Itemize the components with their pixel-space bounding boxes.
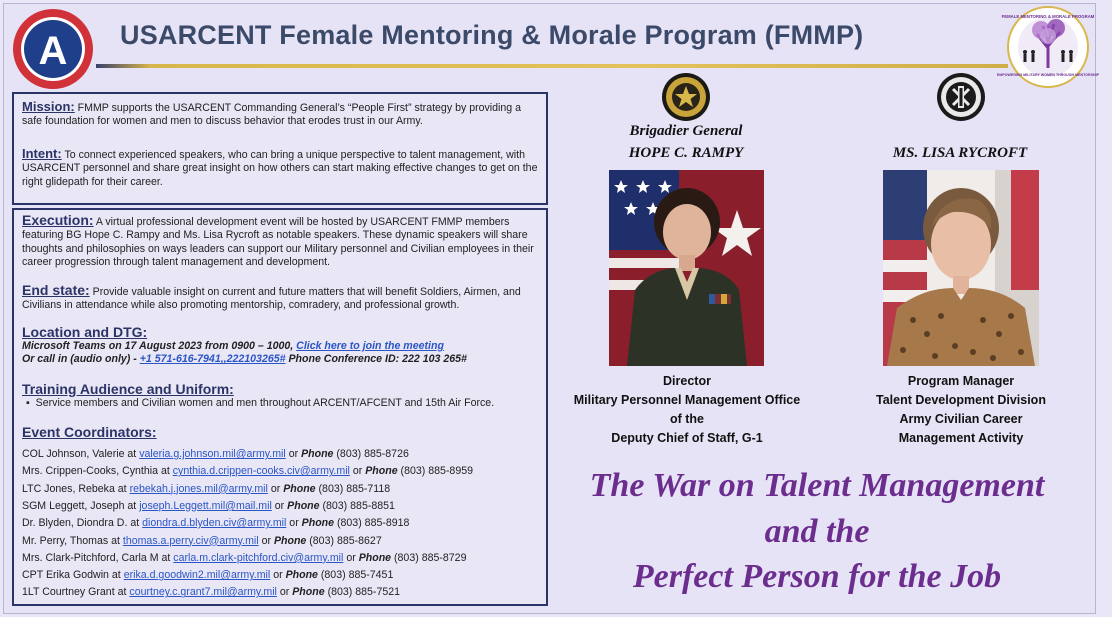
coordinator-email-link[interactable]: rebekah.j.jones.mil@army.mil: [129, 482, 268, 495]
coordinators-label: Event Coordinators:: [22, 424, 157, 440]
phone-label: Phone: [285, 569, 318, 582]
coordinator-row: [22, 586, 542, 599]
or-text: or: [349, 465, 366, 478]
intent-label: Intent:: [22, 146, 62, 161]
phone-label: Phone: [273, 534, 307, 547]
speaker1-title-line4: Deputy Chief of Staff, G-1: [611, 431, 763, 445]
coordinator-phone: (803) 885-8627: [309, 534, 382, 547]
conference-id-text: Phone Conference ID: 222 103 265#: [285, 353, 467, 366]
details-box: [12, 208, 548, 606]
at-text: at: [158, 551, 174, 564]
speaker1-title-line1: Director: [663, 374, 711, 388]
coordinator-phone: (803) 885-8959: [400, 465, 473, 478]
or-text: or: [285, 448, 302, 460]
execution-text: A virtual professional development event will be hosted by USARCENT FMMP members featuring BG Hope C. Rampy and Ms. Lisa Rycroft as notable speakers. These dynamic speakers will share thoughts and philosophies on ways leaders can support our Military personnel and Civilian employees in their career progression through talent management and development.: [22, 216, 534, 269]
location-line2: [22, 353, 542, 366]
coordinator-row: [22, 535, 542, 548]
coordinator-name: LTC Jones, Rebeka: [22, 482, 115, 495]
coordinator-name: Mrs. Crippen-Cooks, Cynthia: [22, 465, 158, 478]
execution-label: Execution:: [22, 212, 94, 228]
coordinator-email-link[interactable]: carla.m.clark-pitchford.civ@army.mil: [173, 551, 344, 564]
logo-letter: A: [38, 29, 68, 73]
at-text: at: [114, 586, 130, 599]
coordinator-email-link[interactable]: valeria.g.johnson.mil@army.mil: [139, 448, 286, 460]
fmmp-logo: [996, 6, 1100, 88]
audience-item: [22, 397, 542, 410]
speaker2-photo: [883, 170, 1039, 366]
phone-label: Phone: [358, 551, 392, 564]
phone-label: Phone: [365, 465, 398, 478]
end-state-text: Provide valuable insight on current and future matters that will benefit Soldiers, Airmen, and Civilians in attendance while also promoting mentorship, comradery, and professional growth.: [22, 286, 521, 312]
or-text: or: [276, 586, 293, 599]
coordinator-row: [22, 569, 542, 582]
coordinator-name: COL Johnson, Valerie: [22, 448, 125, 460]
or-text: or: [270, 569, 286, 582]
coordinator-phone: (803) 885-8918: [337, 517, 410, 530]
mission-intent-box: [12, 92, 548, 205]
coordinator-name: SGM Leggett, Joseph: [22, 499, 125, 512]
tagline-line3: Perfect Person for the Job: [632, 558, 1002, 595]
coordinator-email-link[interactable]: thomas.a.perry.civ@army.mil: [122, 534, 259, 547]
phone-label: Phone: [301, 517, 335, 530]
at-text: at: [124, 448, 140, 460]
coordinator-row: [22, 465, 542, 478]
coordinator-phone: (803) 885-8851: [322, 499, 395, 512]
at-text: at: [127, 517, 143, 530]
mission-label: Mission:: [22, 99, 75, 114]
coordinator-email-link[interactable]: courtney.c.grant7.mil@army.mil: [129, 586, 277, 599]
page-title: USARCENT Female Mentoring & Morale Program (FMMP): [120, 20, 864, 50]
location-line1-text: Microsoft Teams on 17 August 2023 from 0900 – 1000,: [22, 340, 297, 352]
coordinator-email-link[interactable]: joseph.Leggett.mil@mail.mil: [139, 499, 272, 512]
coordinator-row: [22, 517, 542, 530]
location-section: [22, 324, 542, 367]
civilian-corps-seal-icon: [936, 72, 986, 122]
speaker2-title-line2: Talent Development Division: [876, 393, 1046, 407]
or-text: or: [258, 534, 274, 547]
end-state-label: End state:: [22, 282, 90, 298]
audience-section: [22, 381, 542, 410]
speaker2-title-line4: Management Activity: [898, 431, 1024, 445]
coordinator-email-link[interactable]: cynthia.d.crippen-cooks.civ@army.mil: [172, 465, 350, 478]
at-text: at: [158, 465, 173, 478]
execution-section: [22, 214, 542, 270]
location-label: Location and DTG:: [22, 324, 148, 340]
tagline-line1: The War on Talent Management: [589, 467, 1045, 504]
speaker1-caption: [536, 372, 838, 448]
bullet-icon: ▪: [26, 397, 30, 409]
coordinator-phone: (803) 885-7118: [318, 482, 391, 495]
tagline-line2: and the: [764, 513, 870, 550]
intent-text: To connect experienced speakers, who can bring a unique perspective to talent management, with USARCENT personnel and share great insight on how others can start making effective changes to get on the right glidepath for their career.: [22, 149, 538, 188]
third-army-logo: [12, 8, 94, 90]
coordinator-phone: (803) 885-7451: [320, 569, 394, 582]
coordinator-row: [22, 500, 542, 513]
dial-in-link[interactable]: +1 571-616-7941,,222103265#: [139, 353, 286, 366]
speaker2-title-line3: Army Civilian Career: [899, 412, 1023, 426]
at-text: at: [114, 482, 130, 495]
phone-label: Phone: [301, 448, 334, 460]
army-star-seal-icon: [661, 72, 711, 122]
speaker1-title-line3: of the: [669, 412, 705, 426]
at-text: at: [108, 534, 123, 547]
phone-label: Phone: [287, 499, 320, 512]
logo-bottom-text: EMPOWERING MILITARY WOMEN THROUGH MENTORSHIP: [996, 73, 1100, 77]
speaker1-name: HOPE C. RAMPY: [628, 145, 744, 161]
or-text: or: [343, 551, 359, 564]
mission-text: FMMP supports the USARCENT Commanding General’s “People First” strategy by providing a safe foundation for women and men to discuss behavior that erodes trust in our Army.: [22, 102, 522, 128]
coordinator-email-link[interactable]: erika.d.goodwin2.mil@army.mil: [123, 569, 271, 582]
join-meeting-link[interactable]: Click here to join the meeting: [296, 340, 444, 352]
coordinator-name: Mr. Perry, Thomas: [22, 534, 109, 547]
speaker2-caption: [810, 372, 1112, 448]
end-state-section: [22, 284, 542, 313]
coordinator-name: CPT Erika Godwin: [22, 569, 109, 582]
phone-label: Phone: [283, 482, 316, 495]
coordinator-row: [22, 483, 542, 496]
location-line2-text: Or call in (audio only) -: [22, 353, 140, 366]
logo-top-text: FEMALE MENTORING & MORALE PROGRAM: [1001, 14, 1095, 19]
speaker1-photo: [609, 170, 764, 366]
coordinator-phone: (803) 885-7521: [327, 586, 401, 599]
or-text: or: [271, 499, 288, 512]
mission-section: [22, 100, 542, 129]
at-text: at: [124, 499, 140, 512]
or-text: or: [286, 517, 302, 530]
coordinator-name: 1LT Courtney Grant: [22, 586, 115, 599]
phone-label: Phone: [292, 586, 325, 599]
or-text: or: [267, 482, 284, 495]
speaker1-rank: Brigadier General: [629, 123, 743, 139]
coordinator-row: [22, 448, 542, 461]
audience-item-text: Service members and Civilian women and men throughout ARCENT/AFCENT and 15th Air Force.: [35, 397, 495, 409]
coordinator-phone: (803) 885-8729: [394, 551, 467, 564]
coordinator-name: Dr. Blyden, Diondra D.: [22, 517, 128, 530]
coordinator-name: Mrs. Clark-Pitchford, Carla M: [22, 551, 159, 564]
coordinator-row: [22, 552, 542, 565]
title-underline: [96, 64, 1008, 68]
audience-label: Training Audience and Uniform:: [22, 381, 234, 397]
coordinator-phone: (803) 885-8726: [336, 448, 409, 460]
coordinators-section: [22, 424, 542, 440]
speaker1-title-line2: Military Personnel Management Office: [573, 393, 801, 407]
speaker2-name: MS. LISA RYCROFT: [892, 145, 1028, 161]
coordinator-email-link[interactable]: diondra.d.blyden.civ@army.mil: [142, 517, 287, 530]
speaker2-title-line1: Program Manager: [907, 374, 1015, 388]
at-text: at: [108, 569, 124, 582]
intent-section: [22, 147, 542, 189]
location-line1: [22, 340, 542, 353]
